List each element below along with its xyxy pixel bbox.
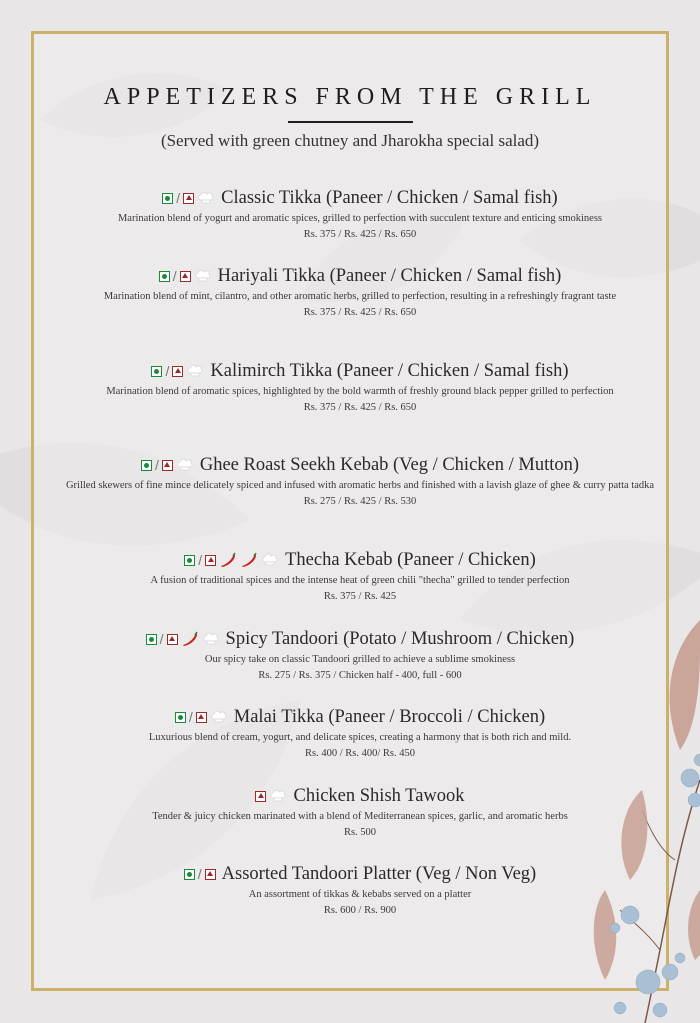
menu-item-price: Rs. 600 / Rs. 900 (323, 905, 397, 916)
menu-item: / Classic Tikka (Paneer / Chicken / Samal fish) Marination blend of yogurt and aromatic spices, grilled to perfection with succulent texture and enticing smokiness Rs. 375 / Rs. 425 / Rs. 650 (60, 186, 660, 243)
menu-item-price: Rs. 375 / Rs. 425 / Rs. 650 (303, 229, 417, 240)
chili-pepper-icon (240, 552, 258, 568)
page-title: APPETIZERS FROM THE GRILL (103, 84, 597, 110)
veg-symbol-icon (151, 366, 162, 377)
menu-item-name: Hariyali Tikka (Paneer / Chicken / Samal fish) (217, 265, 562, 286)
non-veg-symbol-icon (172, 366, 183, 377)
menu-item: / Spicy Tandoori (Potato / Mushroom / Chicken) Our spicy take on classic Tandoori grilled to achieve a sublime smokiness Rs. 275 / Rs. 375 / Chicken half - 400, full - 600 (60, 627, 660, 684)
menu-item: / Thecha Kebab (Paneer / Chicken) A fusion of traditional spices and the intense heat of green chili "thecha" grilled to tender perfection Rs. 375 / Rs. 425 (60, 548, 660, 605)
menu-item-description: A fusion of traditional spices and the intense heat of green chili "thecha" grilled to tender perfection (150, 575, 570, 586)
page-subtitle: (Served with green chutney and Jharokha special salad) (160, 131, 540, 150)
menu-item: / Ghee Roast Seekh Kebab (Veg / Chicken / Mutton) Grilled skewers of fine mince delicately spiced and infused with aromatic herbs and finished with a lavish glaze of ghee & curry patta tadka Rs. 275 / Rs. 425 / Rs. 530 (60, 453, 660, 510)
chef-hat-icon (269, 789, 287, 803)
menu-item-description: Luxurious blend of cream, yogurt, and delicate spices, creating a harmony that is both rich and mild. (148, 732, 572, 743)
non-veg-symbol-icon (167, 634, 178, 645)
chili-pepper-icon (181, 631, 199, 647)
menu-item-price: Rs. 375 / Rs. 425 (323, 591, 397, 602)
menu-item-description: Marination blend of yogurt and aromatic spices, grilled to perfection with succulent texture and enticing smokiness (117, 213, 603, 224)
leaf (670, 620, 700, 750)
non-veg-symbol-icon (183, 193, 194, 204)
menu-item-description: Grilled skewers of fine mince delicately spiced and infused with aromatic herbs and finished with a lavish glaze of ghee & curry patta tadka (65, 480, 655, 491)
menu-item-name: Chicken Shish Tawook (293, 785, 465, 806)
menu-item-name: Malai Tikka (Paneer / Broccoli / Chicken) (233, 706, 546, 727)
veg-symbol-icon (162, 193, 173, 204)
leaf (688, 890, 700, 960)
menu-item-description: Marination blend of mint, cilantro, and other aromatic herbs, grilled to perfection, resulting in a refreshingly fragrant taste (103, 291, 617, 302)
leaf (594, 890, 617, 980)
menu-item-name: Classic Tikka (Paneer / Chicken / Samal fish) (221, 187, 558, 208)
menu-item: / Assorted Tandoori Platter (Veg / Non Veg) An assortment of tikkas & kebabs served on a platter Rs. 600 / Rs. 900 (60, 862, 660, 919)
menu-item-name: Thecha Kebab (Paneer / Chicken) (285, 549, 536, 570)
menu-item-price: Rs. 275 / Rs. 375 / Chicken half - 400, full - 600 (258, 670, 462, 681)
menu-item-name: Assorted Tandoori Platter (Veg / Non Veg) (221, 863, 537, 884)
menu-item (60, 784, 660, 841)
menu-item: / Malai Tikka (Paneer / Broccoli / Chicken) Luxurious blend of cream, yogurt, and delicate spices, creating a harmony that is both rich and mild. Rs. 400 / Rs. 400/ Rs. 450 (60, 705, 660, 762)
gold-frame-border (31, 31, 669, 991)
veg-symbol-icon (175, 712, 186, 723)
chef-hat-icon (194, 269, 212, 283)
blue-berries (610, 754, 700, 1017)
chef-hat-icon (261, 553, 279, 567)
chef-hat-icon (186, 364, 204, 378)
veg-symbol-icon (146, 634, 157, 645)
non-veg-symbol-icon (196, 712, 207, 723)
menu-item-description: Tender & juicy chicken marinated with a blend of Mediterranean spices, garlic, and aromatic herbs (152, 811, 568, 822)
veg-symbol-icon (184, 869, 195, 880)
non-veg-symbol-icon (180, 271, 191, 282)
menu-item: / Kalimirch Tikka (Paneer / Chicken / Samal fish) Marination blend of aromatic spices, highlighted by the bold warmth of freshly ground black pepper grilled to perfection Rs. 375 / Rs. 425 / Rs. 650 (60, 359, 660, 416)
veg-symbol-icon (184, 555, 195, 566)
menu-item-name: Ghee Roast Seekh Kebab (Veg / Chicken / Mutton) (199, 454, 580, 475)
menu-item-description: An assortment of tikkas & kebabs served on a platter (248, 889, 472, 900)
chef-hat-icon (197, 191, 215, 205)
non-veg-symbol-icon (205, 869, 216, 880)
menu-item: / Hariyali Tikka (Paneer / Chicken / Samal fish) Marination blend of mint, cilantro, and other aromatic herbs, grilled to perfection, resulting in a refreshingly fragrant taste Rs. 375 / Rs. 425 / Rs. 650 (60, 264, 660, 321)
decorative-branch-illustration (590, 610, 700, 1023)
chef-hat-icon (210, 710, 228, 724)
menu-item-description: Marination blend of aromatic spices, highlighted by the bold warmth of freshly ground black pepper grilled to perfection (106, 386, 614, 397)
menu-item-description: Our spicy take on classic Tandoori grilled to achieve a sublime smokiness (204, 654, 516, 665)
menu-item-price: Rs. 500 (343, 827, 377, 838)
leaf (621, 790, 647, 880)
non-veg-symbol-icon (205, 555, 216, 566)
menu-item-name: Kalimirch Tikka (Paneer / Chicken / Samal fish) (210, 360, 569, 381)
non-veg-symbol-icon (162, 460, 173, 471)
chef-hat-icon (202, 632, 220, 646)
title-underline (288, 121, 413, 123)
menu-item-price: Rs. 275 / Rs. 425 / Rs. 530 (303, 496, 417, 507)
chili-pepper-icon (219, 552, 237, 568)
chef-hat-icon (176, 458, 194, 472)
menu-item-price: Rs. 400 / Rs. 400/ Rs. 450 (305, 748, 415, 759)
veg-symbol-icon (141, 460, 152, 471)
veg-symbol-icon (159, 271, 170, 282)
menu-item-name: Spicy Tandoori (Potato / Mushroom / Chicken) (225, 628, 575, 649)
menu-item-price: Rs. 375 / Rs. 425 / Rs. 650 (303, 307, 417, 318)
menu-item-price: Rs. 375 / Rs. 425 / Rs. 650 (303, 402, 417, 413)
non-veg-symbol-icon (255, 791, 266, 802)
